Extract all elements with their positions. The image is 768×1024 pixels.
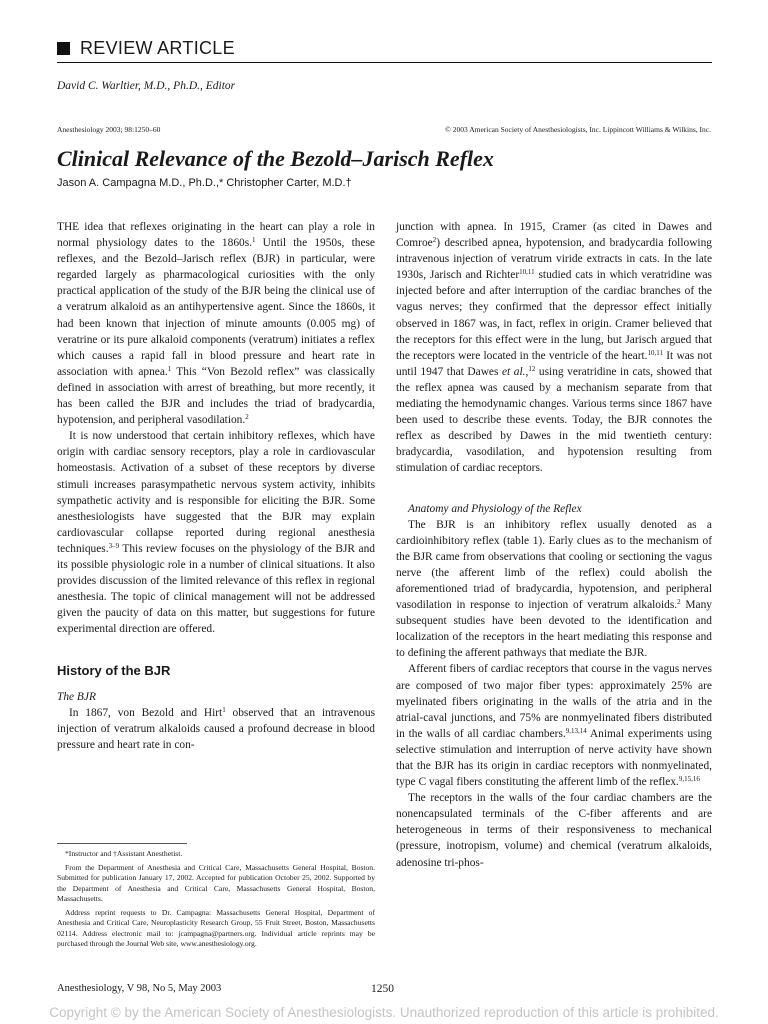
reference-link[interactable]: 1 [252, 236, 256, 245]
section-label: REVIEW ARTICLE [57, 38, 235, 59]
body-column-left [57, 219, 375, 753]
editor-line: David C. Warltier, M.D., Ph.D., Editor [57, 80, 236, 92]
paragraph: Afferent fibers of cardiac receptors that course in the vagus nerves are composed of two major fiber types: approximately 25% are myelinated fibers originating in the walls of the atria and in the atrial-caval junctions, and 75% are nonmyelinated fibers distributed in the walls of all cardiac chambers.$^{9,13,14}$ Animal experiments using selective stimulation and interruption of nerve activity have shown that the BJR has its origin in cardiac receptors with nonmyelinated, type C vagal fibers constituting the afferent limb of the reflex.$^{9,15,16}$ [396, 663, 712, 789]
citation: Anesthesiology 2003; 98:1250–60 [57, 125, 161, 134]
copyright-watermark: Copyright © by the American Society of Anesthesiologists. Unauthorized reproduction of this article is prohibited. [49, 1005, 719, 1020]
copyright-notice: © 2003 American Society of Anesthesiologists, Inc. Lippincott Williams & Wilkins, Inc. [445, 125, 711, 134]
journal-footer: Anesthesiology, V 98, No 5, May 2003 [57, 983, 222, 994]
section-square-icon [57, 42, 70, 55]
paragraph: The receptors in the walls of the four cardiac chambers are the nonencapsulated terminals of the C-fiber afferents and are heterogeneous in terms of their responsiveness to mechanical (pressure, inotropism, volume) and chemical (veratrum alkaloids, adenosine tri-phos- [396, 792, 712, 869]
subsection-heading: Anatomy and Physiology of the Reflex [408, 502, 582, 515]
reference-link[interactable]: 2 [677, 598, 681, 607]
paragraph: It is now understood that certain inhibitory reflexes, which have origin with cardiac sensory receptors, play a role in cardiovascular homeostasis. Activation of a subset of these receptors by diverse stimuli increases parasympathetic nervous system activity, inhibits sympathetic activity and is responsible for eliciting the BJR. Some anesthesiologists have suggested that the BJR may explain cardiovascular collapse reported during regional anesthesia techniques.$^{3-9}$ This review focuses on the physiology of the BJR and its possible physiologic role in a number of clinical situations. It also provides discussion of the limited relevance of this reflex in regional anesthesia. The topic of clinical management will not be addressed given the paucity of data on this matter, but suggestions for future experimental direction are offered. [57, 430, 375, 636]
reference-link[interactable]: 2 [245, 413, 249, 422]
reference-link[interactable]: 1 [167, 364, 172, 373]
reference-link[interactable]: 9,13,14 [565, 726, 587, 735]
page-number: 1250 [371, 983, 394, 995]
paragraph: In 1867, von Bezold and Hirt$^1$ observed that an intravenous injection of veratrum alkaloids caused a profound decrease in blood pressure and heart rate in con- [57, 705, 375, 751]
paragraph: THE idea that reflexes originating in the heart can play a role in normal physiology dates to the 1860s.$^1$ Until the 1950s, these reflexes, and the Bezold–Jarisch reflex (BJR) in particular, were regarded largely as pharmacological curiosities with the only practical application of the study of the BJR being the clinical use of a veratrum alkaloid as an antihypertensive agent. Since the 1860s, it had been known that injection of minute amounts (0.005 mg) of veratrine or its pure alkaloid components (veratrum) initiates a reflex which causes a rapid fall in blood pressure and heart rate in association with apnea.$^1$ This “Von Bezold reflex” was classically defined in association with arrest of breathing, but more recently, it has been called the BJR and includes the triad of bradycardia, hypotension, and peripheral vasodilation.$^2$ [57, 221, 376, 427]
subsection-heading: The BJR [57, 690, 96, 703]
footnote-rule [57, 843, 187, 844]
footnote: Address reprint requests to Dr. Campagna: Massachusetts General Hospital, Department of Anesthesia and Critical Care, Neuroplasticity Research Group, 55 Fruit Street, Boston, Massachusetts 02114. Address electronic mail to: jcampagna@partners.org. Individual article reprints may be purchased through the Journal Web site, www.anesthesiology.org. [57, 907, 375, 948]
paragraph: junction with apnea. In 1915, Cramer (as cited in Dawes and Comroe$^2$) described apnea, hypotension, and bradycardia following intravenous injection of veratrum viride extracts in cats. In the late 1930s, Jarisch and Richter$^{10,11}$ studied cats in which veratridine was injected before and after interruption of the cardiac branches of the vagus nerves; they confirmed that the depressor effect initially observed in 1867 was, in fact, reflex in origin. Cramer believed that the receptors for this effect were in the lung, but Jarisch argued that the receptors were located in the ventricle of the heart.$^{10,11}$ It was not until 1947 that Dawes et al.,$^{12}$ using veratridine in cats, showed that the reflex apnea was caused by a mechanism separate from that mediating the hemodynamic changes. Various terms since 1867 have been used to describe these events. Today, the BJR connotes the reflex as described by Dawes in the mid twentieth century: bradycardia, vasodilation, and hypotension resulting from stimulation of cardiac receptors. [396, 221, 713, 475]
reference-link[interactable]: 1 [222, 705, 226, 714]
section-heading: History of the BJR [57, 663, 171, 679]
reference-link[interactable]: 9,15,16 [678, 775, 700, 784]
reference-link[interactable]: 3–9 [108, 541, 120, 550]
footnotes [57, 849, 375, 953]
reference-link[interactable]: 12 [528, 364, 536, 373]
authors: Jason A. Campagna M.D., Ph.D.,* Christopher Carter, M.D.† [57, 177, 352, 189]
article-title: Clinical Relevance of the Bezold–Jarisch Reflex [57, 146, 494, 171]
footnote: From the Department of Anesthesia and Critical Care, Massachusetts General Hospital, Boston. Submitted for publication January 17, 2002. Accepted for publication October 25, 2002. Supported by the Department of Anesthesia and Critical Care, Massachusetts General Hospital, Boston, Massachusetts. [57, 862, 375, 903]
footnote: *Instructor and †Assistant Anesthetist. [65, 849, 183, 858]
section-rule [57, 62, 712, 63]
paragraph: The BJR is an inhibitory reflex usually denoted as a cardioinhibitory reflex (table 1). Early clues as to the mechanism of the BJR came from observations that cooling or sectioning the vagus nerve (the afferent limb of the reflex) could abolish the aforementioned triad of bradycardia, hypotension, and peripheral vasodilation in response to injection of veratrum alkaloids.$^2$ Many subsequent studies have been devoted to the identification and localization of the receptors in the heart mediating this response and to defining the afferent pathways that mediate the BJR. [396, 518, 712, 660]
body-column-right [396, 219, 712, 871]
reference-link[interactable]: 2 [432, 236, 437, 245]
reference-link[interactable]: 10,11 [519, 268, 535, 277]
reference-link[interactable]: 10,11 [647, 348, 664, 357]
